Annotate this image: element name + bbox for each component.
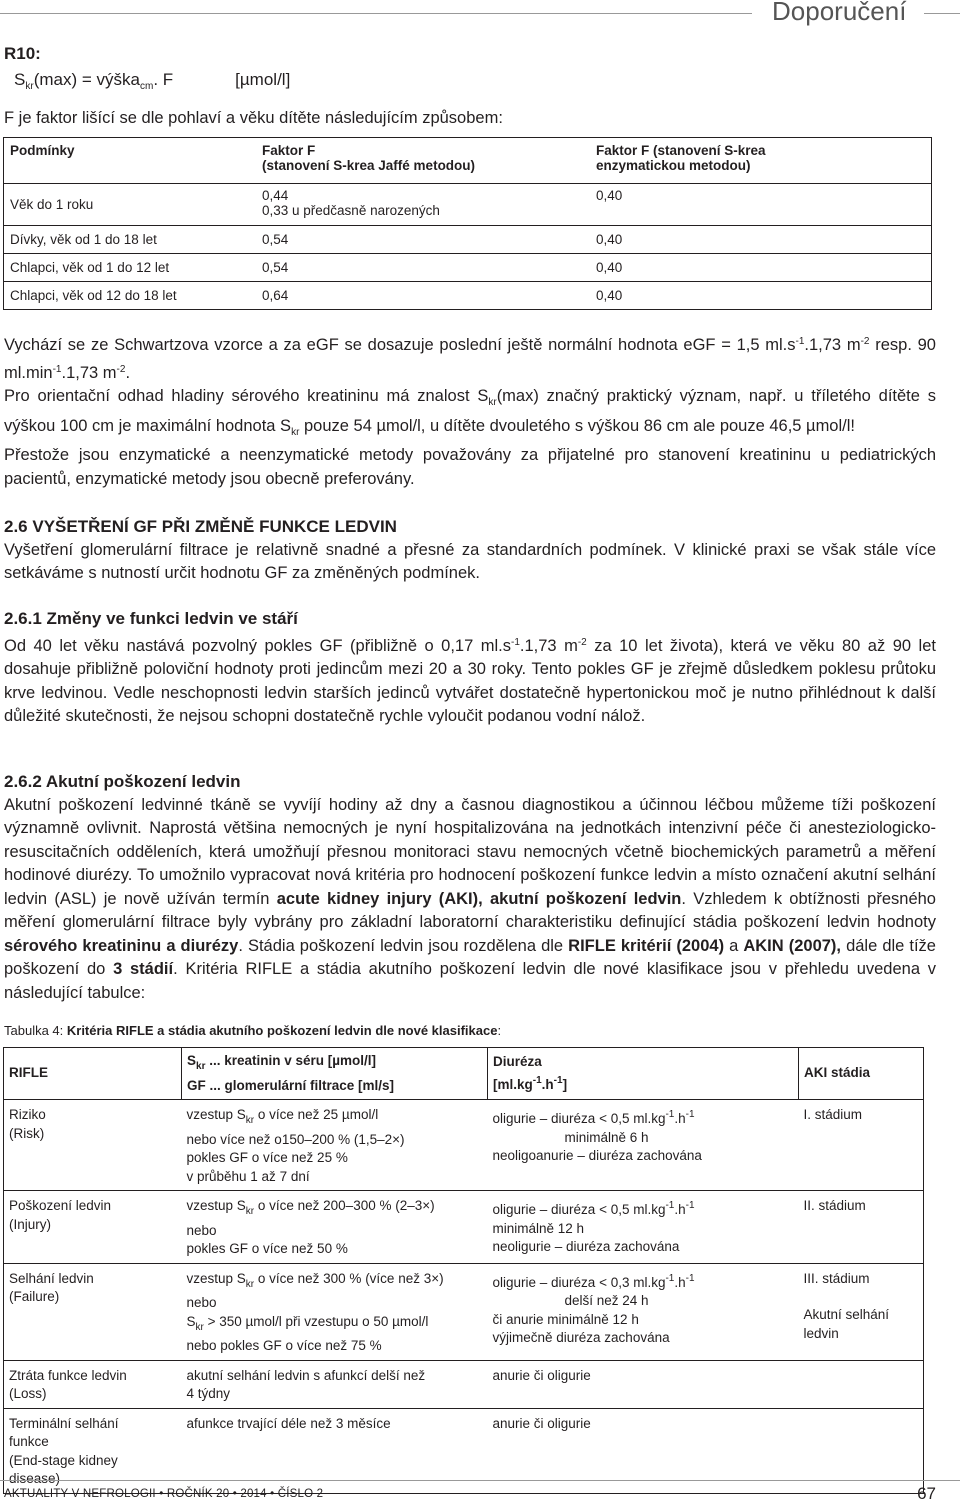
section-2-6-1 — [4, 607, 936, 729]
cell-jaffe: 0,54 — [262, 232, 289, 247]
formula-unit: [µmol/l] — [235, 70, 291, 89]
section-2-6-2 — [4, 770, 936, 1005]
header-rule-right — [924, 13, 960, 14]
intro-text: F je faktor lišící se dle pohlaví a věku dítěte následujícím způsobem: — [4, 109, 503, 127]
paragraph-egf: Vychází se ze Schwartzova vzorce a za eGF se dosazuje poslední ještě normální hodnota eGF = 1,5 $ml.s^{-1}.1,73$ $m^{-2}$ resp. 90 $ml.\min^{-1}.1,73$ $m^{-2}$. — [4, 336, 936, 382]
footer-rule — [0, 1480, 960, 1481]
cell-skr-criteria: akutní selhání ledvin s afunkcí delší než 4 týdny — [182, 1360, 488, 1408]
cell-diuresis-criteria: oligurie – diuréza < 0,5 $ml.kg^{-1}.h^{-1}$ minimálně 12 h neoligurie – diuréza zachována — [488, 1191, 799, 1264]
col-header-jaffe-sub: (stanovení S-krea Jaffé metodou) — [262, 158, 476, 173]
paragraph-skr: Pro orientační odhad hladiny sérového kreatininu má znalost $S_{kr}(\max)$ značný praktický význam, např. u tříletého dítěte s výškou 100 cm je maximální hodnota $S_{kr}$ pouze 54 µmol/l, u dítěte dvouletého s výškou 86 cm ale pouze 46,5 µmol/l! — [4, 387, 936, 438]
cell-diuresis-criteria: oligurie – diuréza < 0,5 $ml.kg^{-1}.h^{-1}$ minimálně 6 h neoligoanurie – diuréza zachována — [488, 1100, 799, 1191]
cell-enzymatic: 0,40 — [596, 232, 623, 247]
page-number: 67 — [917, 1484, 936, 1503]
cell-diuresis-criteria: oligurie – diuréza < 0,3 $ml.kg^{-1}.h^{-1}$ delší než 24 h či anurie minimálně 12 h výjimečně diuréza zachována — [488, 1263, 799, 1360]
header-rule-left — [0, 13, 752, 14]
heading-2-6-1: 2.6.1 Změny ve funkci ledvin ve stáří — [4, 609, 298, 628]
formula — [14, 70, 290, 92]
col-header-enzymatic: Faktor F (stanovení S-krea — [596, 143, 766, 158]
cell-aki-stage — [799, 1360, 924, 1408]
body-text-block-1 — [4, 330, 936, 491]
col-header-conditions: Podmínky — [10, 143, 75, 158]
cell-jaffe: 0,54 — [262, 260, 289, 275]
formula-end: . F — [153, 70, 174, 89]
formula-s: S — [14, 70, 26, 89]
formula-sub: kr — [25, 81, 34, 92]
col-header-rifle: RIFLE — [4, 1048, 182, 1100]
col-header-enzymatic-sub: enzymatickou metodou) — [596, 158, 751, 173]
recommendation-label: R10: — [4, 44, 41, 63]
cell-enzymatic: 0,40 — [596, 288, 623, 303]
col-header-skr: $S_{kr}$ ... kreatinin v séru [µmol/l] GF ... glomerulární filtrace [ml/s] — [182, 1048, 488, 1100]
heading-2-6-2: 2.6.2 Akutní poškození ledvin — [4, 772, 241, 791]
table-row — [4, 254, 932, 282]
cell-rifle: Poškození ledvin (Injury) — [4, 1191, 182, 1264]
cell-rifle: Terminální selhání funkce (End-stage kidney disease) — [4, 1408, 182, 1493]
table-row — [4, 184, 932, 226]
paragraph-aging: Od 40 let věku nastává pozvolný pokles GF (přibližně o 0,17 $ml.s^{-1}.1,73$ $m^{-2}$ za 10 let života), která ve věku 80 až 90 let dosahuje přibližně poloviční hodnoty proti jedincům mezi 20 a 30 roky. Tento pokles GF je zřejmě důsledkem poklesu průtoku krve ledvinou. Vedle neschopnosti ledvin starších jedinců vytvářet dostatečně hypertonickou moč je nutno přihlédnout k další důležité skutečnosti, že nejsou schopni dostatečně rychle vyloučit podanou vodní nálož. — [4, 636, 936, 725]
cell-condition: Chlapci, věk od 12 do 18 let — [10, 288, 177, 303]
cell-skr-criteria: vzestup $S_{kr}$ o více než 300 % (více než 3×) nebo $S_{kr} > 350$ µmol/l při vzestupu o 50 µmol/l nebo pokles GF o více než 75 % — [182, 1263, 488, 1360]
cell-aki-stage: III. stádium Akutní selhání ledvin — [799, 1263, 924, 1360]
paragraph-aki: Akutní poškození ledvinné tkáně se vyvíjí hodiny až dny a časnou diagnostikou a účinnou léčbou můžeme tíži poškození významně ovlivnit. Naprostá většina nemocných je nyní hospitalizována na jednotkách intenzivní péče či anesteziologicko-resuscitačních odděleních, která umožňují přesnou monitoraci stavu nemocných včetně biochemických parametrů a měření hodinové diurézy. To umožnilo vypracovat nová kritéria pro hodnocení poškození funkce ledvin a místo označení akutní selhání ledvin (ASL) je nově užíván termín acute kidney injury (AKI), akutní poškození ledvin. Vzhledem k obtížnosti přesného měření glomerulární filtrace byly vybrány pro základní laboratorní charakteristiku definující stádia poškození ledvin hodnoty sérového kreatininu a diurézy. Stádia poškození ledvin jsou rozdělena dle RIFLE kritérií (2004) a AKIN (2007), dále dle tíže poškození do 3 stádií. Kritéria RIFLE a stádia akutního poškození ledvin dle nové klasifikace jsou v přehledu uvedena v následující tabulce: — [4, 795, 936, 1002]
col-header-aki: AKI stádia — [799, 1048, 924, 1100]
cell-jaffe-note: 0,33 u předčasně narozených — [262, 203, 440, 218]
formula-sub2: cm — [139, 81, 154, 92]
journal-footer: AKTUALITY V NEFROLOGII • ROČNÍK 20 • 2014 • ČÍSLO 2 — [4, 1488, 324, 1500]
heading-2-6: 2.6 VYŠETŘENÍ GF PŘI ZMĚNĚ FUNKCE LEDVIN — [4, 517, 397, 536]
formula-mid: (max) = výška — [33, 70, 140, 89]
paragraph-gf: Vyšetření glomerulární filtrace je relativně snadné a přesné za standardních podmínek. V klinické praxi se však stále více setkáváme s nutností určit hodnotu GF za změněných podmínek. — [4, 540, 936, 582]
page-header — [0, 0, 960, 40]
section-title: Doporučení — [772, 0, 907, 26]
table-row — [4, 1360, 924, 1408]
cell-enzymatic: 0,40 — [596, 188, 623, 203]
section-2-6 — [4, 515, 936, 586]
cell-condition: Chlapci, věk od 1 do 12 let — [10, 260, 170, 275]
paragraph-methods: Přestože jsou enzymatické a neenzymatické metody považovány za přijatelné pro stanovení kreatininu u pediatrických pacientů, enzymatické metody jsou obecně preferovány. — [4, 446, 936, 488]
table-row — [4, 226, 932, 254]
cell-jaffe: 0,64 — [262, 288, 289, 303]
table-row — [4, 1191, 924, 1264]
factor-table — [3, 137, 932, 310]
cell-jaffe: 0,44 — [262, 188, 289, 203]
cell-rifle: Riziko (Risk) — [4, 1100, 182, 1191]
cell-diuresis-criteria: anurie či oligurie — [488, 1408, 799, 1493]
cell-aki-stage: I. stádium — [799, 1100, 924, 1191]
cell-enzymatic: 0,40 — [596, 260, 623, 275]
cell-skr-criteria: vzestup $S_{kr}$ o více než 200–300 % (2–3×) nebo pokles GF o více než 50 % — [182, 1191, 488, 1264]
table-row — [4, 1263, 924, 1360]
cell-rifle: Selhání ledvin (Failure) — [4, 1263, 182, 1360]
cell-condition: Dívky, věk od 1 do 18 let — [10, 232, 157, 247]
cell-skr-criteria: vzestup $S_{kr}$ o více než 25 µmol/l nebo více než o150–200 % (1,5–2×) pokles GF o více než 25 % v průběhu 1 až 7 dní — [182, 1100, 488, 1191]
table-row — [4, 1100, 924, 1191]
table-row — [4, 282, 932, 310]
cell-diuresis-criteria: anurie či oligurie — [488, 1360, 799, 1408]
col-header-jaffe: Faktor F — [262, 143, 316, 158]
cell-aki-stage: II. stádium — [799, 1191, 924, 1264]
rifle-table — [3, 1047, 924, 1494]
cell-skr-criteria: afunkce trvající déle než 3 měsíce — [182, 1408, 488, 1493]
cell-rifle: Ztráta funkce ledvin (Loss) — [4, 1360, 182, 1408]
cell-condition: Věk do 1 roku — [10, 197, 94, 212]
col-header-diuresis: Diuréza $[ml.kg^{-1}.h^{-1}]$ — [488, 1048, 799, 1100]
table-caption: Tabulka 4: Kritéria RIFLE a stádia akutního poškození ledvin dle nové klasifikace: — [4, 1023, 502, 1038]
